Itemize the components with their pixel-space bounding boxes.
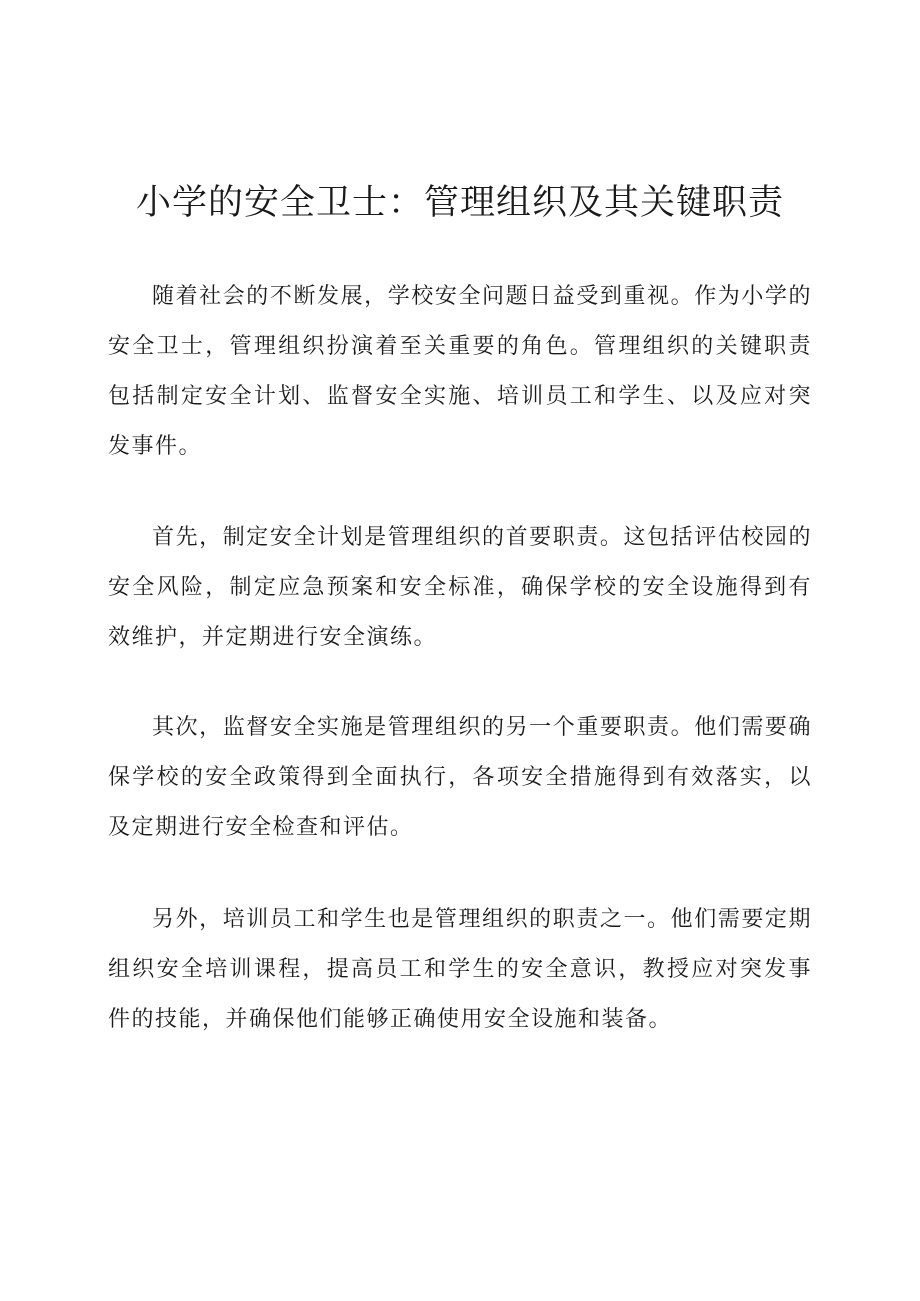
paragraph-supervision: 其次，监督安全实施是管理组织的另一个重要职责。他们需要确保学校的安全政策得到全面执行，各项安全措施得到有效落实，以及定期进行安全检查和评估。 — [108, 715, 812, 840]
paragraph-intro: 随着社会的不断发展，学校安全问题日益受到重视。作为小学的安全卫士，管理组织扮演着至关重要的角色。管理组织的关键职责包括制定安全计划、监督安全实施、培训员工和学生、以及应对突发事件。 — [108, 284, 812, 459]
paragraph-safety-plan: 首先，制定安全计划是管理组织的首要职责。这包括评估校园的安全风险，制定应急预案和安全标准，确保学校的安全设施得到有效维护，并定期进行安全演练。 — [108, 525, 812, 650]
paragraph-training: 另外，培训员工和学生也是管理组织的职责之一。他们需要定期组织安全培训课程，提高员工和学生的安全意识，教授应对突发事件的技能，并确保他们能够正确使用安全设施和装备。 — [108, 907, 812, 1032]
document-title: 小学的安全卫士：管理组织及其关键职责 — [135, 183, 784, 223]
